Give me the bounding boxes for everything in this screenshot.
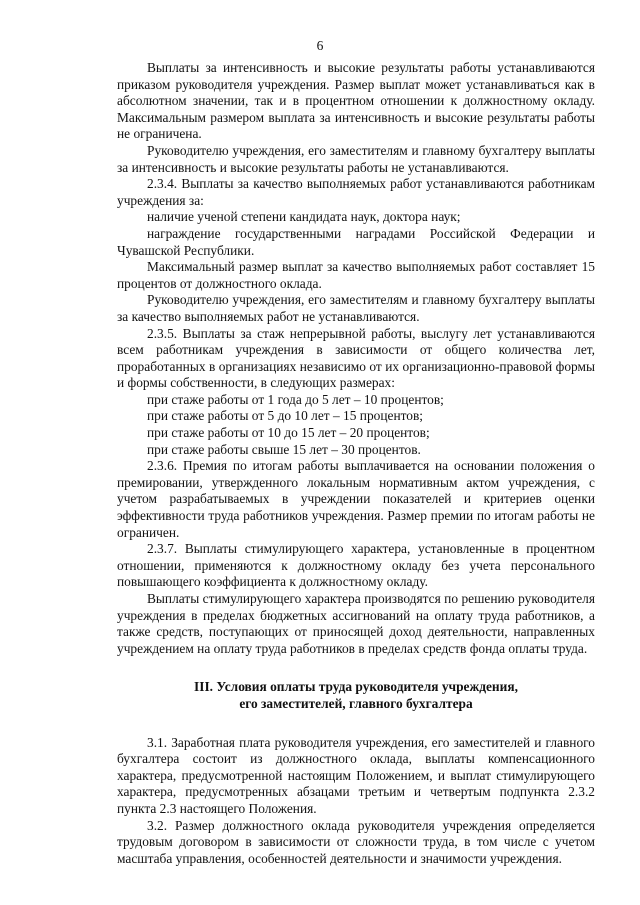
paragraph: наличие ученой степени кандидата наук, доктора наук; <box>147 209 461 225</box>
paragraph: 2.3.6. Премия по итогам работы выплачивается на основании положения о премировании, утвержденного локальным нормативным актом учреждения, с учетом разрабатываемых в учреждении показателей и критериев оценки эффективности труда работников учреждения. Размер премии по итогам работы не ограничен. <box>117 458 595 540</box>
paragraph: Выплаты стимулирующего характера производятся по решению руководителя учреждения в пределах бюджетных ассигнований на оплату труда работников, а также средств, поступающих от приносящей доход деятельности, направленных учреждением на оплату труда работников в пределах средств фонда оплаты труда. <box>117 591 595 656</box>
list-item: при стаже работы от 10 до 15 лет – 20 процентов; <box>147 425 430 441</box>
section-heading-line: III. Условия оплаты труда руководителя учреждения, <box>194 679 518 695</box>
paragraph: 3.1. Заработная плата руководителя учреждения, его заместителей и главного бухгалтера состоит из должностного оклада, выплаты компенсационного характера, предусмотренной настоящим Положением, и выплат стимулирующего характера, предусмотренных абзацами третьим и четвертым подпункта 2.3.2 пункта 2.3 настоящего Положения. <box>117 734 595 816</box>
paragraph: Максимальный размер выплат за качество выполняемых работ составляет 15 процентов от должностного оклада. <box>117 259 595 291</box>
paragraph: 3.2. Размер должностного оклада руководителя учреждения определяется трудовым договором в зависимости от сложности труда, в том числе с учетом масштаба управления, особенностей деятельности и значимости учреждения. <box>117 817 595 866</box>
paragraph: Выплаты за интенсивность и высокие результаты работы устанавливаются приказом руководителя учреждения. Размер выплат может устанавливаться как в абсолютном значении, так и в процентном отношении к должностному окладу. Максимальным размером выплата за интенсивность и высокие результаты работы не ограничена. <box>117 60 595 142</box>
list-item: при стаже работы от 1 года до 5 лет – 10 процентов; <box>147 391 444 407</box>
paragraph: 2.3.7. Выплаты стимулирующего характера, установленные в процентном отношении, применяются к должностному окладу без учета персонального повышающего коэффициента к должностному окладу. <box>117 541 595 590</box>
paragraph: Руководителю учреждения, его заместителям и главному бухгалтеру выплаты за интенсивность и высокие результаты работы не устанавливаются. <box>117 142 595 175</box>
paragraph: награждение государственными наградами Российской Федерации и Чувашской Республики. <box>117 225 595 258</box>
paragraph: 2.3.4. Выплаты за качество выполняемых работ устанавливаются работникам учреждения за: <box>117 176 595 208</box>
section-heading-line: его заместителей, главного бухгалтера <box>239 695 473 711</box>
paragraph: Руководителю учреждения, его заместителям и главному бухгалтеру выплаты за качество выполняемых работ не устанавливаются. <box>117 292 595 324</box>
section-heading <box>117 679 595 712</box>
page-number: 6 <box>316 38 324 53</box>
document-body <box>117 60 595 867</box>
list-item: при стаже работы от 5 до 10 лет – 15 процентов; <box>147 408 424 424</box>
list-item: при стаже работы свыше 15 лет – 30 процентов. <box>147 441 421 457</box>
paragraph: 2.3.5. Выплаты за стаж непрерывной работы, выслугу лет устанавливаются всем работникам учреждения в зависимости от общего количества лет, проработанных в организациях независимо от их организационно-правовой формы и формы собственности, в следующих размерах: <box>117 325 595 391</box>
